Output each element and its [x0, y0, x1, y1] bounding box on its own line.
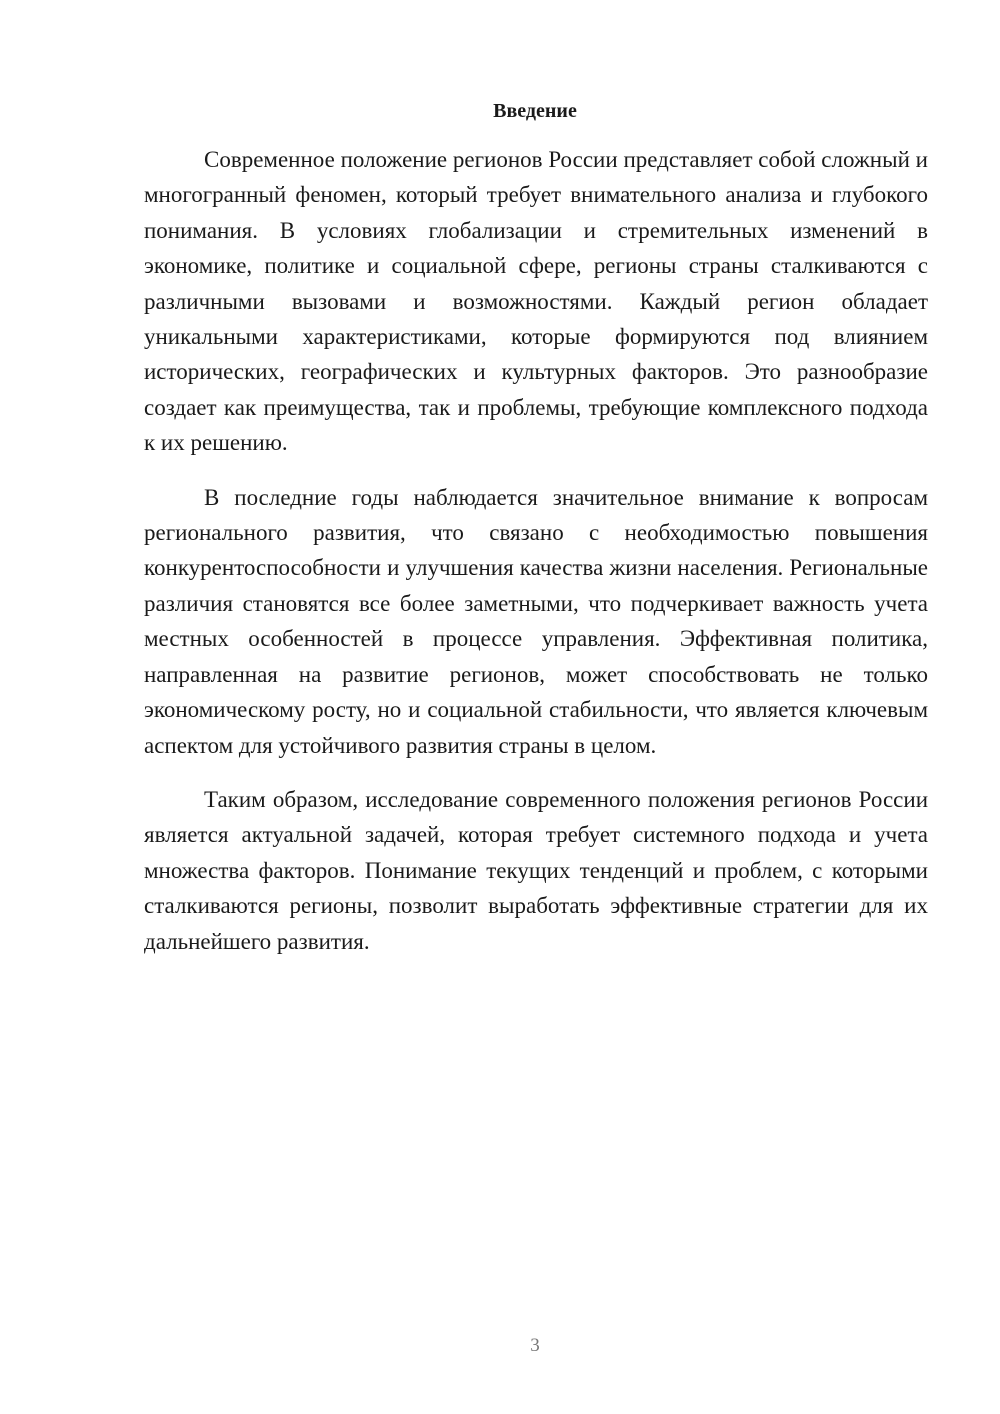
- paragraph-2: В последние годы наблюдается значительное внимание к вопросам регионального развития, что связано с необходимостью повышения конкурентоспособности и улучшения качества жизни населения. Региональные различия становятся все более заметными, что подчеркивает важность учета местных особенностей в процессе управления. Эффективная политика, направленная на развитие регионов, может способствовать не только экономическому росту, но и социальной стабильности, что является ключевым аспектом для устойчивого развития страны в целом.: [144, 484, 928, 758]
- paragraph-1: Современное положение регионов России представляет собой сложный и многогранный феномен, который требует внимательного анализа и глубокого понимания. В условиях глобализации и стремительных изменений в экономике, политике и социальной сфере, регионы страны сталкиваются с различными вызовами и возможностями. Каждый регион обладает уникальными характеристиками, которые формируются под влиянием исторических, географических и культурных факторов. Это разнообразие создает как преимущества, так и проблемы, требующие комплексного подхода к их решению.: [144, 147, 928, 456]
- paragraph-3: Таким образом, исследование современного положения регионов России является актуальной задачей, которая требует системного подхода и учета множества факторов. Понимание текущих тенденций и проблем, с которыми сталкиваются регионы, позволит выработать эффективные стратегии для их дальнейшего развития.: [144, 786, 928, 954]
- body-text: [144, 142, 928, 978]
- page-number: 3: [530, 1335, 540, 1356]
- section-heading: Введение: [493, 100, 577, 122]
